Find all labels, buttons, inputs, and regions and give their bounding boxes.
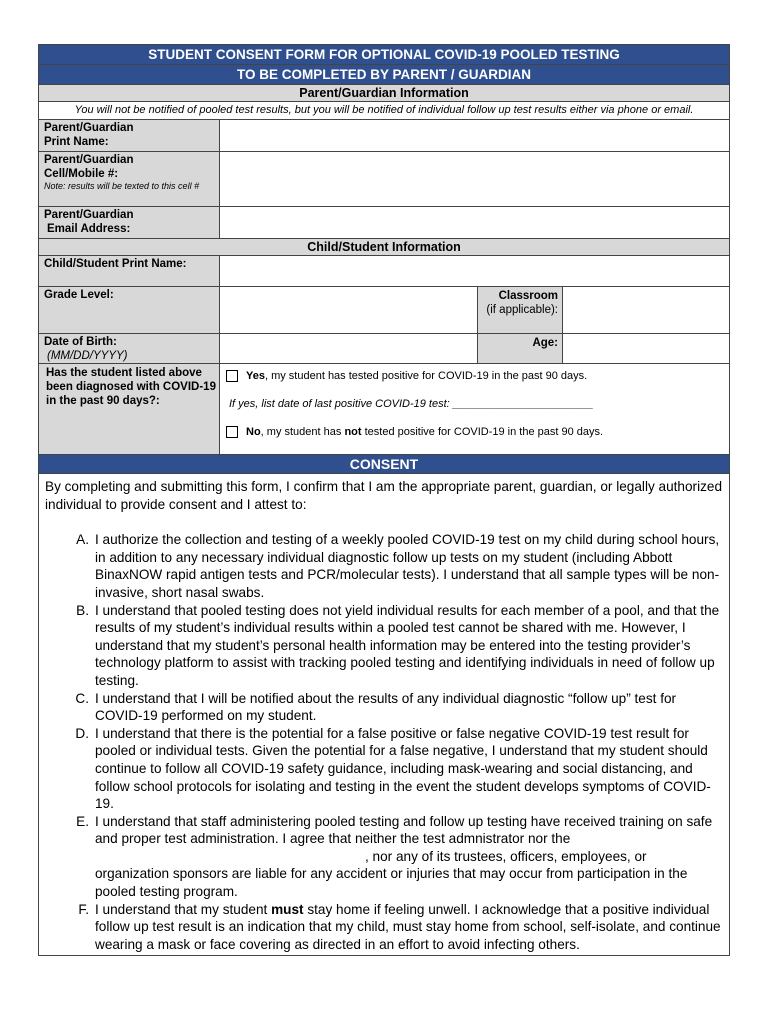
diagnosis-options [220,364,729,454]
consent-marker-d: D. [75,725,89,741]
consent-text-d: I understand that there is the potential for a false positive or false negative COVID-19 test result for pooled or individual tests. Given the potential for a false negative, I understand that my student should continue to follow all COVID-19 safety guidance, including mask-wearing and social distancing, and follow school protocols for isolating and testing in the event the student develops symptoms of COVID-19. [95,725,711,812]
parent-cell-field[interactable] [220,152,729,206]
consent-item-d [45,725,723,813]
consent-text-e [95,813,723,901]
classroom-label-sub: (if applicable): [486,304,558,316]
dob-label-text: Date of Birth: [44,336,117,348]
parent-notification-note: You will not be notified of pooled test results, but you will be notified of individual follow up test results either via phone or email. [39,102,729,120]
consent-text-e-part-1: I understand that staff administering pooled testing and follow up testing have received training on safe and proper test administration. I agree that neither the test admnistrator nor the [95,813,713,847]
child-name-row [39,256,729,287]
consent-item-e [45,813,723,901]
consent-text-f [95,901,723,954]
dob-row [39,334,729,364]
age-label: Age: [477,334,563,363]
parent-cell-note: Note: results will be texted to this cell # [44,181,200,191]
last-positive-test-line[interactable]: If yes, list date of last positive COVID-19 test: _______________________ [229,398,594,410]
consent-marker-c: C. [75,690,89,706]
child-name-label: Child/Student Print Name: [39,256,220,286]
consent-marker-f: F. [78,901,89,917]
consent-item-c [45,690,723,725]
no-not-emphasis: not [344,426,362,438]
consent-text-f-part-2: stay home if feeling unwell. I acknowledge that a positive individual follow up test result is an indication that my child, must stay home from school, self-isolate, and continue wearing a mask or face covering as directed in an effort to avoid infecting others. [95,901,721,952]
parent-cell-label-line-1: Parent/Guardian [44,154,134,166]
classroom-label-text: Classroom [498,290,558,302]
yes-option-text: , my student has tested positive for COVID-19 in the past 90 days. [264,370,588,382]
consent-marker-e: E. [76,813,89,829]
child-name-field[interactable] [220,256,729,286]
parent-name-label [39,120,220,151]
consent-intro: By completing and submitting this form, I confirm that I am the appropriate parent, guardian, or legally authorized individual to provide consent and I attest to: [45,479,723,512]
dob-field[interactable] [220,334,477,363]
consent-body [39,474,729,955]
no-option-text-2: tested positive for COVID-19 in the past 90 days. [361,426,604,438]
parent-email-field[interactable] [220,207,729,238]
parent-name-field[interactable] [220,120,729,151]
parent-email-label-line-1: Parent/Guardian [44,209,134,221]
consent-list [45,531,723,953]
grade-label: Grade Level: [39,287,220,333]
parent-name-label-line-1: Parent/Guardian [44,122,134,134]
consent-must-emphasis: must [271,901,304,917]
parent-section-heading: Parent/Guardian Information [39,85,729,102]
parent-name-label-line-2: Print Name: [44,136,109,148]
yes-checkbox[interactable] [226,370,238,382]
diagnosis-question-label: Has the student listed above been diagnosed with COVID-19 in the past 90 days?: [39,364,220,454]
no-checkbox[interactable] [226,426,238,438]
consent-text-b: I understand that pooled testing does not yield individual results for each member of a pool, and that the results of my student’s individual results within a pooled test cannot be shared with me. However, I understand that my student’s personal health information may be entered into the testing provider’s technology platform to assist with tracking pooled testing and identifying individuals in need of follow up testing. [95,602,720,688]
consent-marker-a: A. [76,532,89,548]
consent-text-e-part-2: , nor any of its trustees, officers, employees, or organization sponsors are liable for any accident or injuries that may occur from participation in the pooled testing program. [95,848,688,900]
classroom-field[interactable] [563,287,729,333]
parent-cell-row [39,152,729,207]
consent-item-a [45,531,723,601]
consent-form [38,44,730,956]
consent-item-f [45,901,723,954]
consent-text-f-part-1: I understand that my student [95,901,272,917]
classroom-label [477,287,563,333]
parent-name-row [39,120,729,152]
grade-row [39,287,729,334]
parent-cell-label-line-2: Cell/Mobile #: [44,168,119,180]
child-section-heading: Child/Student Information [39,239,729,256]
consent-heading: CONSENT [39,455,729,474]
yes-bold-label: Yes [246,370,265,382]
consent-marker-b: B. [76,602,89,618]
diagnosis-row [39,364,729,455]
grade-field[interactable] [220,287,477,333]
consent-text-a: I authorize the collection and testing of a weekly pooled COVID-19 test on my child during school hours, in addition to any necessary individual diagnostic follow up tests on my student (including Abbott BinaxNOW rapid antigen tests and PCR/molecular tests). I understand that all sample types will be non-invasive, short nasal swabs. [95,532,720,600]
parent-cell-label [39,152,220,206]
consent-text-c: I understand that I will be notified about the results of any individual diagnostic “follow up” test for COVID-19 performed on my student. [95,690,677,724]
dob-label [39,334,220,363]
form-title-line-1: STUDENT CONSENT FORM FOR OPTIONAL COVID-19 POOLED TESTING [148,47,620,62]
diagnosis-yes-option[interactable] [226,368,729,384]
parent-email-label-line-2: Email Address: [47,223,131,235]
form-title [39,45,729,85]
consent-item-b [45,602,723,690]
parent-email-row [39,207,729,239]
form-title-line-2: TO BE COMPLETED BY PARENT / GUARDIAN [39,64,729,84]
dob-format-hint: (MM/DD/YYYY) [47,350,128,362]
no-option-text-1: , my student has [260,426,345,438]
age-field[interactable] [563,334,729,363]
no-bold-label: No [246,426,261,438]
diagnosis-no-option[interactable] [226,424,729,440]
parent-email-label [39,207,220,238]
